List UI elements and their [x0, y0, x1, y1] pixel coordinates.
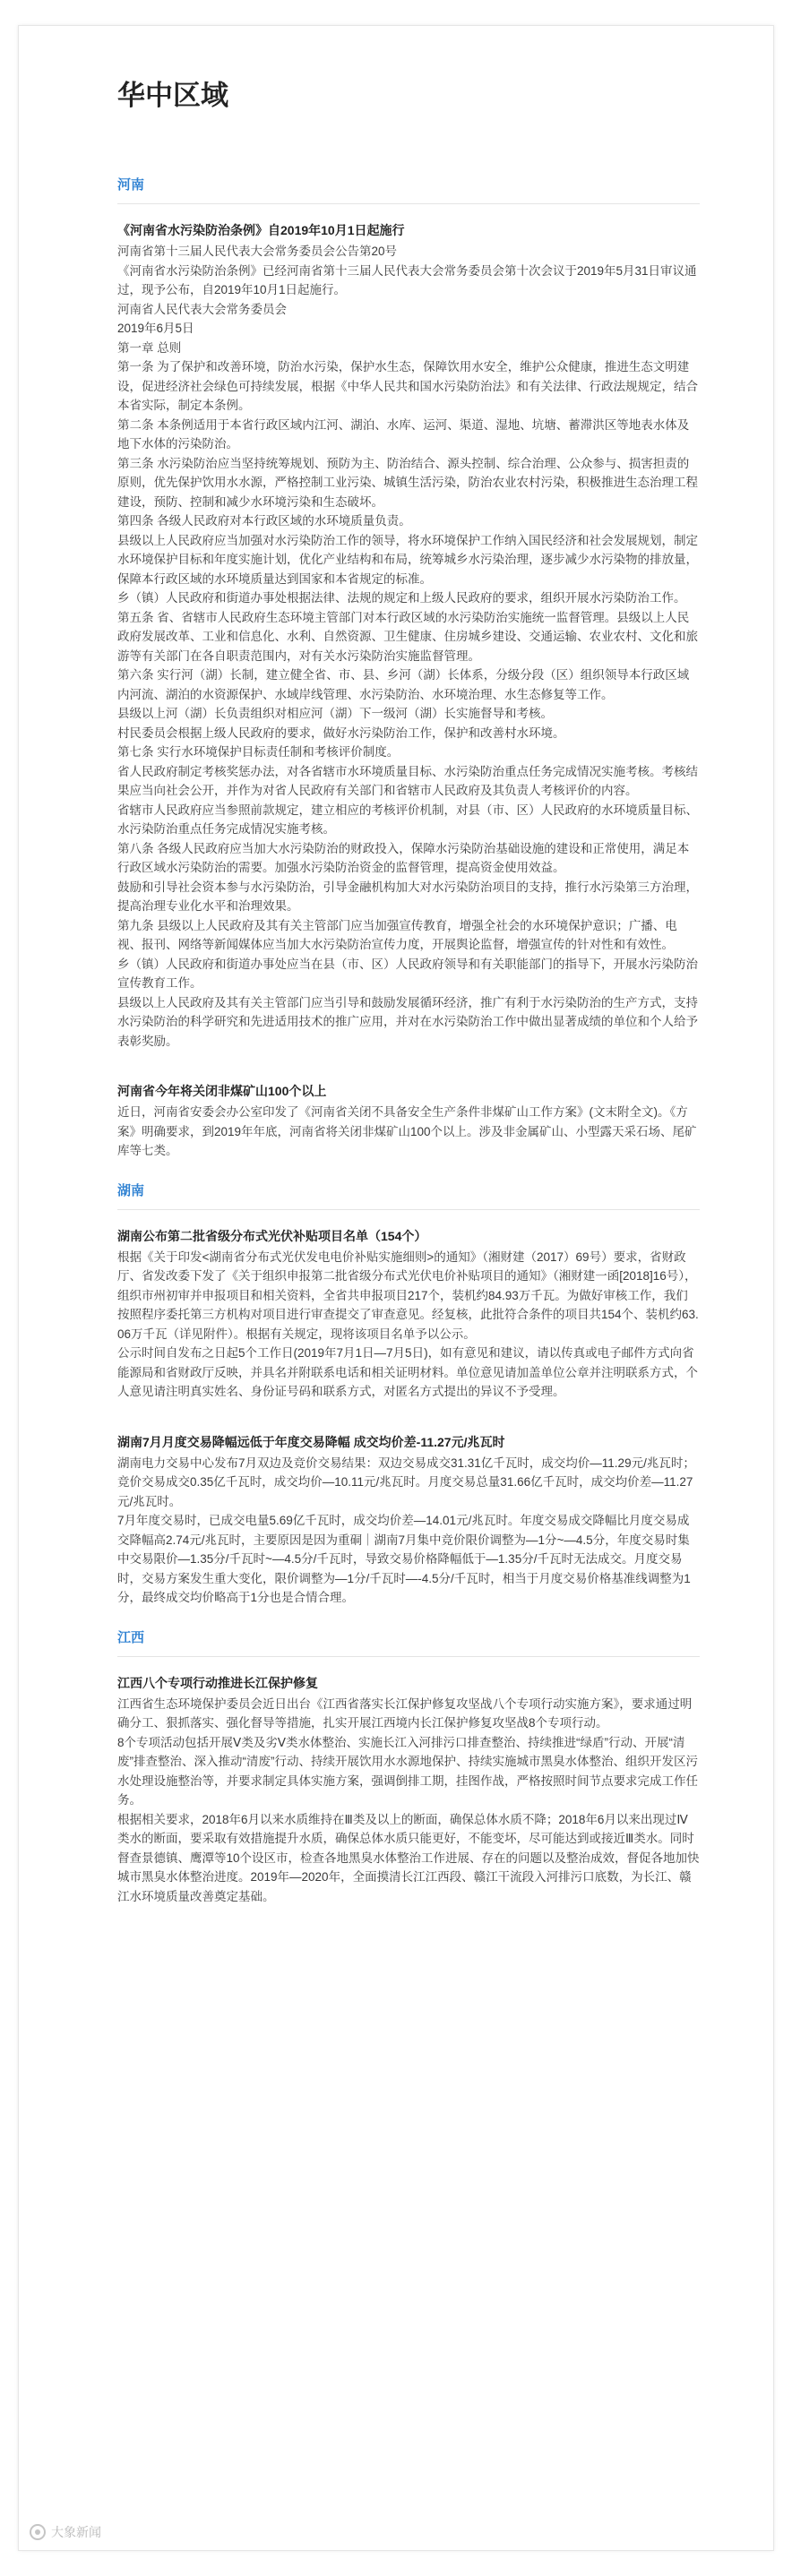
divider [117, 1209, 700, 1210]
paragraph: 第九条 县级以上人民政府及其有关主管部门应当加强宣传教育，增强全社会的水环境保护意识；广播、电视、报刊、网络等新闻媒体应当加大水污染防治宣传力度，开展舆论监督，增强宣传的针对性和有效性。 [117, 918, 677, 951]
paragraph: 河南省第十三届人民代表大会常务委员会公告第20号 [117, 245, 398, 258]
paragraph: 第五条 省、省辖市人民政府生态环境主管部门对本行政区域的水污染防治实施统一监督管理。县级以上人民政府发展改革、工业和信息化、水利、自然资源、卫生健康、住房城乡建设、交通运输、农业农村、文化和旅游等有关部门在各自职责范围内，对有关水污染防治实施监督管理。 [117, 610, 698, 663]
paragraph: 第三条 水污染防治应当坚持统筹规划、预防为主、防治结合、源头控制、综合治理、公众参与、损害担责的原则，优先保护饮用水水源，严格控制工业污染、城镇生活污染，防治农业农村污染，积极推进生态治理工程建设，预防、控制和减少水环境污染和生态破坏。 [117, 456, 698, 509]
watermark [30, 2523, 101, 2541]
article-title: 河南省今年将关闭非煤矿山100个以上 [117, 1084, 327, 1098]
paragraph: 2019年6月5日 [117, 322, 194, 335]
paragraph: 第四条 各级人民政府对本行政区域的水环境质量负责。 [117, 514, 411, 528]
paragraph: 乡（镇）人民政府和街道办事处应当在县（市、区）人民政府领导和有关职能部门的指导下，开展水污染防治宣传教育工作。 [117, 957, 698, 990]
divider [117, 203, 700, 204]
paragraph: 第六条 实行河（湖）长制，建立健全省、市、县、乡河（湖）长体系，分级分段（区）组织领导本行政区域内河流、湖泊的水资源保护、水域岸线管理、水污染防治、水环境治理、水生态修复等工作。 [117, 668, 690, 701]
article-title: 江西八个专项行动推进长江保护修复 [117, 1675, 318, 1690]
region-section-hunan [117, 1182, 700, 1608]
document-card [18, 25, 774, 2551]
region-section-jiangxi [117, 1629, 700, 1907]
paragraph: 根据《关于印发<湖南省分布式光伏发电电价补贴实施细则>的通知》（湘财建（2017）69号）要求，省财政厅、省发改委下发了《关于组织申报第二批省级分布式光伏电价补贴项目的通知》（湘财建一函[2018]16号），组织市州初审并申报项目和相关资料，全省共申报项目217个，装机约84.93万千瓦。为做好审核工作，我们按照程序委托第三方机构对项目进行审查提交了审查意见。经复核，此批符合条件的项目共154个、装机约63.06万千瓦（详见附件）。根据有关规定，现将该项目名单予以公示。 [117, 1249, 699, 1341]
divider [117, 1656, 700, 1657]
region-section-henan [117, 176, 700, 1161]
page-title: 华中区域 [117, 80, 228, 111]
region-heading: 湖南 [117, 1182, 145, 1198]
paragraph: 鼓励和引导社会资本参与水污染防治，引导金融机构加大对水污染防治项目的支持，推行水污染第三方治理，提高治理专业化水平和治理效果。 [117, 880, 698, 913]
paragraph: 第一章 总则 [117, 340, 182, 355]
article-title: 《河南省水污染防治条例》自2019年10月1日起施行 [117, 223, 405, 237]
article-title: 湖南7月月度交易降幅远低于年度交易降幅 成交均价差-11.27元/兆瓦时 [117, 1434, 505, 1449]
paragraph: 乡（镇）人民政府和街道办事处根据法律、法规的规定和上级人民政府的要求，组织开展水污染防治工作。 [117, 591, 686, 605]
article-title: 湖南公布第二批省级分布式光伏补贴项目名单（154个） [117, 1228, 427, 1243]
paragraph: 第八条 各级人民政府应当加大水污染防治的财政投入，保障水污染防治基础设施的建设和正常使用，满足本行政区域水污染防治的需要。加强水污染防治资金的监督管理，提高资金使用效益。 [117, 841, 690, 874]
region-heading: 河南 [117, 177, 145, 193]
paragraph: 近日，河南省安委会办公室印发了《河南省关闭不具备安全生产条件非煤矿山工作方案》(文末附全文)。《方案》明确要求，到2019年年底，河南省将关闭非煤矿山100个以上。涉及非金属矿山、小型露天采石场、尾矿库等七类。 [117, 1105, 697, 1157]
paragraph: 7月年度交易时，已成交电量5.69亿千瓦时，成交均价差—14.01元/兆瓦时。年度交易成交降幅比月度交易成交降幅高2.74元/兆瓦时，主要原因是因为重硐｜湖南7月集中竞价限价调整为—1分~—4.5分，年度交易时集中交易限价—1.35分/千瓦时~—4.5分/千瓦时，导致交易价格降幅低于—1.35分/千瓦时无法成交。月度交易时，交易方案发生重大变化，限价调整为—1分/千瓦时—-4.5分/千瓦时，相当于月度交易价格基准线调整为1分，最终成交均价略高于1分也是合情合理。 [117, 1514, 691, 1604]
paragraph: 第二条 本条例适用于本省行政区域内江河、湖泊、水库、运河、渠道、湿地、坑塘、蓄滞洪区等地表水体及地下水体的污染防治。 [117, 417, 690, 451]
document-content [117, 78, 700, 1906]
watermark-logo-icon [30, 2524, 46, 2540]
paragraph: 县级以上人民政府应当加强对水污染防治工作的领导，将水环境保护工作纳入国民经济和社会发展规划，制定水环境保护目标和年度实施计划，优化产业结构和布局，统筹城乡水污染治理，逐步减少水污染物的排放量，保障本行政区域的水环境质量达到国家和本省规定的标准。 [117, 533, 698, 586]
paragraph: 第一条 为了保护和改善环境，防治水污染，保护水生态，保障饮用水安全，维护公众健康，推进生态文明建设，促进经济社会绿色可持续发展，根据《中华人民共和国水污染防治法》和有关法律、行政法规规定，结合本省实际，制定本条例。 [117, 360, 698, 412]
paragraph: 河南省人民代表大会常务委员会 [117, 302, 287, 316]
watermark-text: 大象新闻 [51, 2525, 101, 2539]
paragraph: 村民委员会根据上级人民政府的要求，做好水污染防治工作，保护和改善村水环境。 [117, 726, 565, 740]
paragraph: 江西省生态环境保护委员会近日出台《江西省落实长江保护修复攻坚战八个专项行动实施方案》，要求通过明确分工、狠抓落实、强化督导等措施，扎实开展江西境内长江保护修复攻坚战8个专项行动。 [117, 1696, 693, 1730]
paragraph: 8个专项活动包括开展Ⅴ类及劣Ⅴ类水体整治、实施长江入河排污口排查整治、持续推进“绿盾”行动、开展“清废”排查整治、深入推动“清废”行动、持续开展饮用水水源地保护、持续实施城市黑臭水体整治、组织开发区污水处理设施整治等，并要求制定具体实施方案，强调倒排工期，挂图作战，严格按照时间节点要求完成工作任务。 [117, 1735, 698, 1807]
paragraph: 省辖市人民政府应当参照前款规定，建立相应的考核评价机制，对县（市、区）人民政府的水环境质量目标、水污染防治重点任务完成情况实施考核。 [117, 803, 698, 836]
paragraph: 根据相关要求，2018年6月以来水质维持在Ⅲ类及以上的断面，确保总体水质不降；2018年6月以来出现过Ⅳ类水的断面，要采取有效措施提升水质，确保总体水质只能更好，不能变坏，尽可能达到或接近Ⅲ类水。同时督查景德镇、鹰潭等10个设区市，检查各地黑臭水体整治工作进展、存在的问题以及整治成效，督促各地加快城市黑臭水体整治进度。2019年—2020年，全面摸清长江江西段、赣江干流段入河排污口底数，为长江、赣江水环境质量改善奠定基础。 [117, 1812, 700, 1903]
paragraph: 省人民政府制定考核奖惩办法，对各省辖市水环境质量目标、水污染防治重点任务完成情况实施考核。考核结果应当向社会公开，并作为对省人民政府有关部门和省辖市人民政府及其负责人考核评价的内容。 [117, 764, 698, 797]
paragraph: 第七条 实行水环境保护目标责任制和考核评价制度。 [117, 745, 400, 759]
paragraph: 公示时间自发布之日起5个工作日(2019年7月1日—7月5日)，如有意见和建议，请以传真或电子邮件方式向省能源局和省财政厅反映，并具名并附联系电话和相关证明材料。单位意见请加盖单位公章并注明联系方式，个人意见请注明真实姓名、身份证号码和联系方式，对匿名方式提出的异议不予受理。 [117, 1346, 698, 1398]
paragraph: 湖南电力交易中心发布7月双边及竞价交易结果：双边交易成交31.31亿千瓦时，成交均价—11.29元/兆瓦时；竞价交易成交0.35亿千瓦时，成交均价—10.11元/兆瓦时。月度交易总量31.66亿千瓦时，成交均价差—11.27元/兆瓦时。 [117, 1455, 695, 1508]
paragraph: 县级以上人民政府及其有关主管部门应当引导和鼓励发展循环经济，推广有利于水污染防治的生产方式，支持水污染防治的科学研究和先进适用技术的推广应用，并对在水污染防治工作中做出显著成绩的单位和个人给予表彰奖励。 [117, 995, 698, 1048]
paragraph: 《河南省水污染防治条例》已经河南省第十三届人民代表大会常务委员会第十次会议于2019年5月31日审议通过，现予公布，自2019年10月1日起施行。 [117, 263, 697, 296]
region-heading: 江西 [117, 1629, 145, 1645]
paragraph: 县级以上河（湖）长负责组织对相应河（湖）下一级河（湖）长实施督导和考核。 [117, 707, 553, 720]
